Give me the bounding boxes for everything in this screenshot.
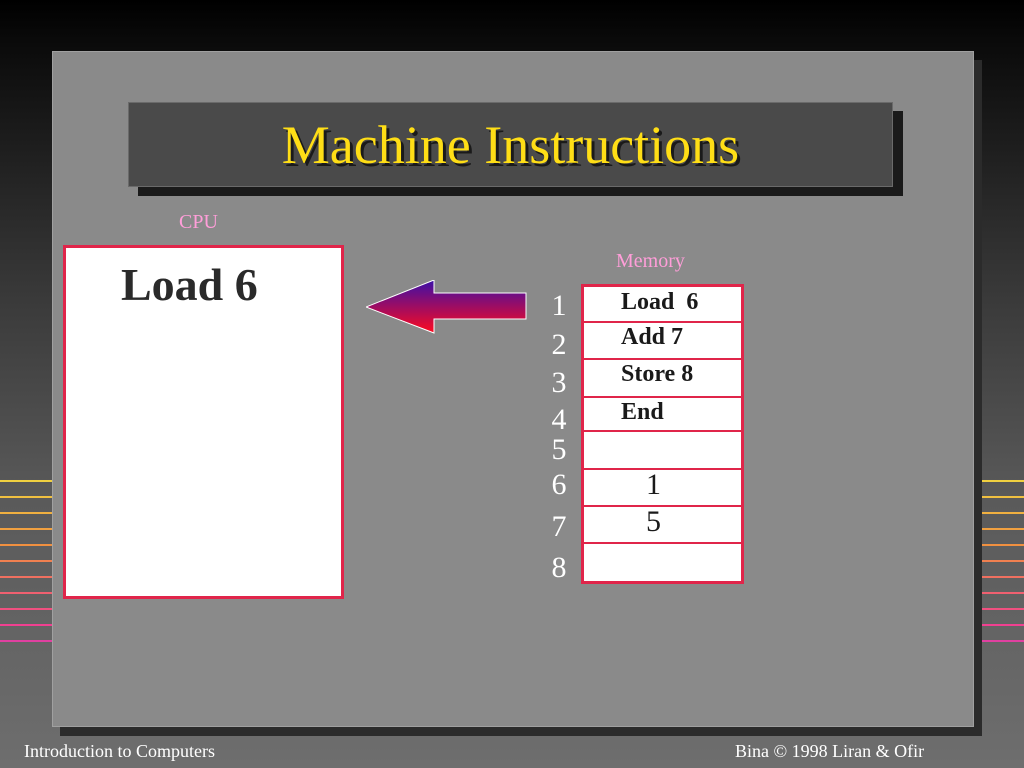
cpu-label: CPU	[179, 211, 218, 233]
memory-address: 7	[551, 510, 567, 543]
stripe	[0, 512, 60, 514]
memory-cell	[584, 506, 741, 543]
memory-cell	[584, 359, 741, 397]
footer-course: Introduction to Computers	[24, 741, 215, 761]
memory-cell	[584, 397, 741, 431]
memory-cell-content: End	[621, 399, 664, 425]
stripe	[0, 480, 60, 482]
stripe	[0, 560, 60, 562]
memory-cell-content: Store 8	[621, 361, 694, 387]
memory-cell	[584, 287, 741, 322]
memory-label: Memory	[616, 250, 685, 272]
stripe	[0, 576, 60, 578]
memory-address: 1	[551, 289, 567, 322]
memory-cell	[584, 543, 741, 581]
memory-divider	[584, 505, 741, 507]
memory-cell-content: Add 7	[621, 324, 684, 350]
stripe	[0, 496, 60, 498]
memory-address: 2	[551, 328, 567, 361]
memory-cell-content: 5	[646, 505, 661, 538]
memory-divider	[584, 468, 741, 470]
memory-box	[581, 284, 744, 584]
title-box	[128, 102, 893, 187]
cpu-register-text: Load 6	[121, 259, 258, 310]
slide-title: Machine Instructions	[281, 114, 740, 175]
footer-credit: Bina © 1998 Liran & Ofir	[735, 741, 925, 761]
stripe	[0, 544, 60, 546]
memory-divider	[584, 321, 741, 323]
left-stripes	[0, 480, 60, 655]
memory-divider	[584, 358, 741, 360]
memory-address: 4	[551, 403, 567, 436]
memory-divider	[584, 542, 741, 544]
memory-address: 6	[551, 468, 567, 501]
memory-cell-content: Load 6	[621, 289, 699, 315]
stripe	[0, 640, 60, 642]
stripe	[0, 528, 60, 530]
stripe	[0, 608, 60, 610]
memory-cell	[584, 469, 741, 506]
memory-divider	[584, 396, 741, 398]
memory-cell	[584, 322, 741, 359]
stripe	[0, 624, 60, 626]
memory-address: 3	[551, 366, 567, 399]
memory-address: 8	[551, 551, 567, 584]
memory-address: 5	[551, 433, 567, 466]
cpu-box	[63, 245, 344, 599]
memory-cell-content: 1	[646, 468, 661, 501]
memory-divider	[584, 430, 741, 432]
memory-cell	[584, 431, 741, 469]
stripe	[0, 592, 60, 594]
fetch-arrow-icon	[366, 280, 528, 334]
